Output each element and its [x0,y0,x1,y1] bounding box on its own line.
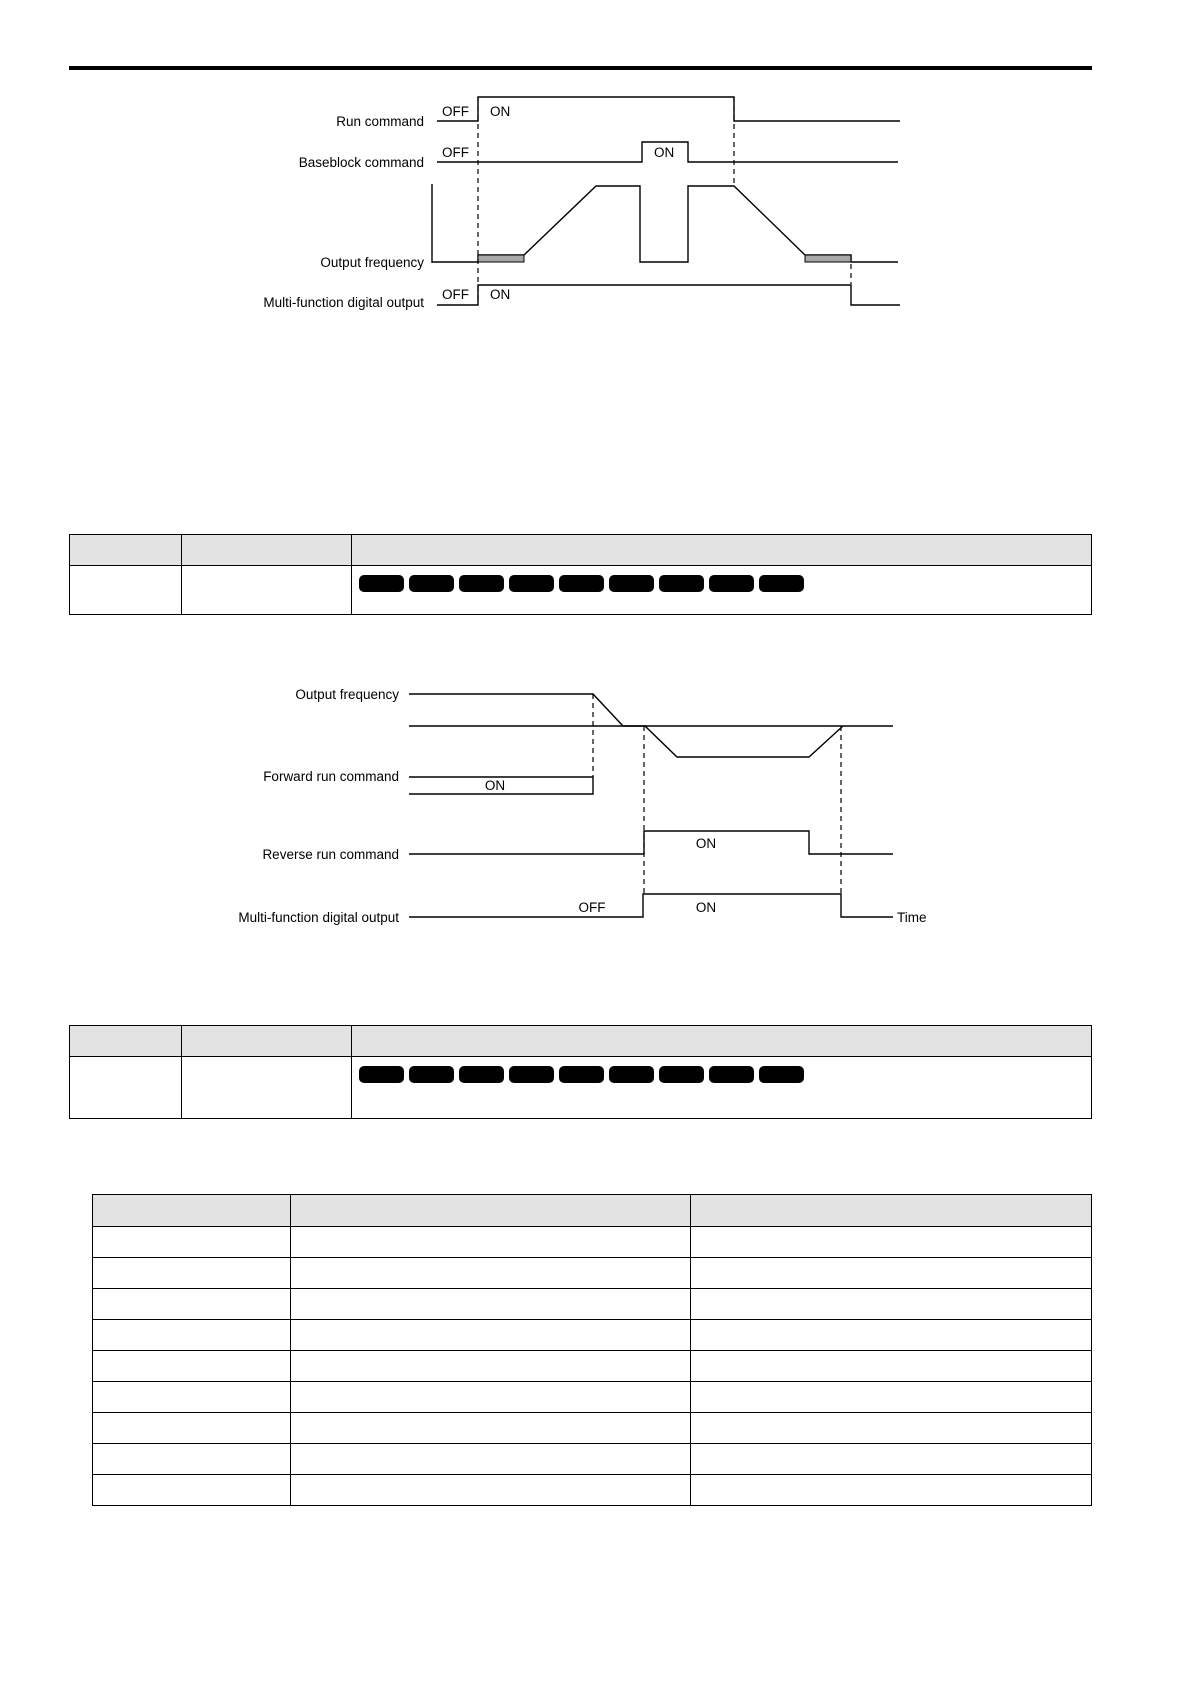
table-cell [691,1227,1092,1258]
parameter-table-2 [69,1025,1092,1119]
table-header-row [93,1195,1092,1227]
header-cell [182,1026,352,1057]
baseblock-off-state: OFF [442,145,469,160]
table-row [93,1227,1092,1258]
header-cell [291,1195,691,1227]
table-cell [291,1475,691,1506]
redacted-badge [659,575,704,592]
redacted-badge [609,575,654,592]
table-cell [291,1258,691,1289]
header-cell [352,1026,1092,1057]
table-cell [291,1444,691,1475]
table-cell [93,1320,291,1351]
reverse-run-label: Reverse run command [262,847,399,862]
redacted-badge [759,575,804,592]
table-cell [691,1351,1092,1382]
body-cell [182,566,352,615]
table-cell [691,1475,1092,1506]
run-command-label: Run command [336,114,424,129]
table-cell [691,1289,1092,1320]
redacted-badge [559,575,604,592]
table-cell [93,1227,291,1258]
redacted-badge [709,1066,754,1083]
table-row [93,1258,1092,1289]
header-cell [691,1195,1092,1227]
redacted-badge [409,575,454,592]
table-cell [291,1227,691,1258]
dc-injection-stop-block [805,255,851,262]
timing-diagram-baseblock [0,0,1191,330]
table-row [93,1475,1092,1506]
table-row [93,1351,1092,1382]
forward-run-label: Forward run command [263,769,399,784]
header-cell [70,1026,182,1057]
baseblock-on-state: ON [654,145,675,160]
table-cell [691,1444,1092,1475]
table-cell [93,1444,291,1475]
table-cell [93,1413,291,1444]
redacted-badge-row [352,566,1091,592]
baseblock-command-label: Baseblock command [298,155,424,170]
header-cell [70,535,182,566]
redacted-badge [359,575,404,592]
forward-on-state: ON [484,778,506,793]
run-on-state: ON [490,104,511,119]
header-cell [93,1195,291,1227]
reverse-on-state: ON [695,836,717,851]
header-cell [352,535,1092,566]
table-cell [93,1351,291,1382]
header-cell [182,535,352,566]
parameter-table-1 [69,534,1092,615]
settings-list-table [92,1194,1092,1506]
mfdo-signal-2 [409,894,893,917]
table-cell [291,1413,691,1444]
table-cell [691,1258,1092,1289]
output-frequency-label-2: Output frequency [295,687,399,702]
table-cell [291,1289,691,1320]
redacted-badge [659,1066,704,1083]
output-frequency-signal [432,186,898,262]
mfdo-on-state-2: ON [695,900,717,915]
table-cell [93,1382,291,1413]
mfdo-on-state: ON [490,287,511,302]
table-row [93,1320,1092,1351]
redacted-badge [509,1066,554,1083]
body-cell [70,566,182,615]
redacted-badge [359,1066,404,1083]
run-off-state: OFF [442,104,469,119]
body-cell [70,1057,182,1119]
redacted-badge [559,1066,604,1083]
table-cell [691,1413,1092,1444]
mfdo-label: Multi-function digital output [263,295,424,310]
redacted-badge [459,1066,504,1083]
table-cell [291,1382,691,1413]
table-cell [291,1351,691,1382]
redacted-badge [459,575,504,592]
redacted-badge-row [352,1057,1091,1083]
table-row [93,1382,1092,1413]
dc-injection-start-block [478,255,524,262]
table-cell [93,1258,291,1289]
redacted-badge [509,575,554,592]
table-cell [291,1320,691,1351]
timing-diagram-reverse [0,660,1191,940]
mfdo-off-state: OFF [442,287,469,302]
table-row [93,1413,1092,1444]
table-cell [93,1289,291,1320]
redacted-badge [709,575,754,592]
table-cell [691,1320,1092,1351]
table-row [93,1289,1092,1320]
body-cell [182,1057,352,1119]
table-cell [93,1475,291,1506]
mfdo-label-2: Multi-function digital output [238,910,399,925]
redacted-badge [409,1066,454,1083]
badge-cell [352,1057,1092,1119]
badge-cell [352,566,1092,615]
reverse-run-signal [409,831,893,854]
table-cell [691,1382,1092,1413]
time-axis-label: Time [897,910,927,925]
table-row [93,1444,1092,1475]
output-frequency-label: Output frequency [320,255,424,270]
mfdo-off-state-2: OFF [578,900,606,915]
redacted-badge [759,1066,804,1083]
redacted-badge [609,1066,654,1083]
